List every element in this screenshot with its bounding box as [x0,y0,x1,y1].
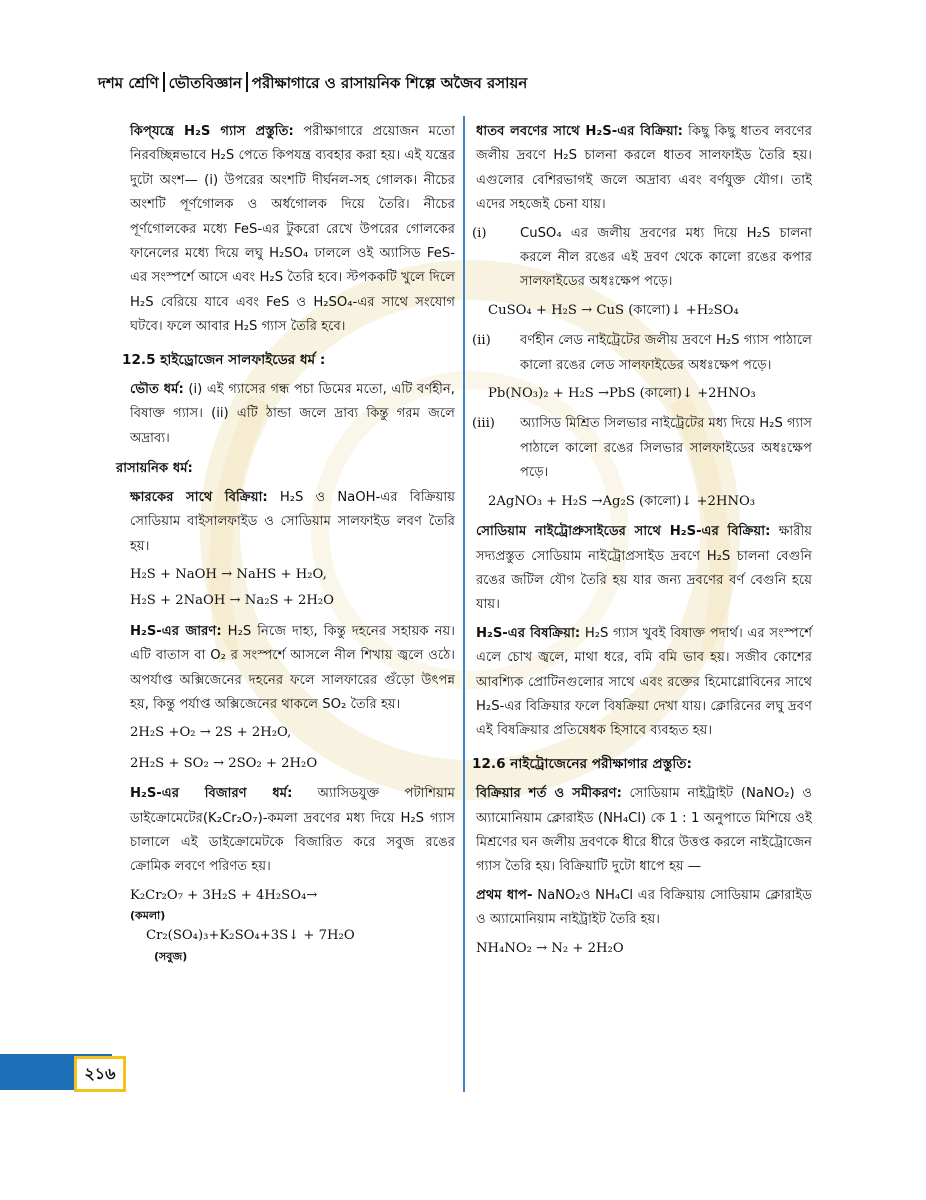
section-12-5-heading: 12.5 হাইড্রোজেন সালফাইডের ধর্ম : [122,351,326,368]
list-item [472,329,812,378]
header-subject: ভৌতবিজ্ঞান [168,74,242,92]
reduction-title: H₂S-এর বিজারণ ধর্ম: [130,786,293,802]
reduction-body: অ্যাসিডযুক্ত পটাশিয়াম ডাইক্রোমেটের(K₂Cr₂O₇)-কমলা দ্রবণের মধ্য দিয়ে H₂S গ্যাস চালালে এই ডাইক্রোমেটকে বিজারিত করে সবুজ রঙের ক্রোমিক লবণে পরিণত হয়। [130,786,455,875]
section-12-6-heading: 12.6 নাইট্রোজেনের পরীক্ষাগার প্রস্তুতি: [472,755,692,772]
alkali-title: ক্ষারকের সাথে বিক্রিয়া: [130,489,268,505]
toxicity-body: H₂S গ্যাস খুবই বিষাক্ত পদার্থ। এর সংস্পর্শে এলে চোখ জ্বলে, মাথা ধরে, বমি বমি ভাব হয়। সজীব কোশের আবশ্যিক প্রোটিনগুলোর সাথে এবং রক্তের হিমোগ্লোবিনের সাথে H₂S-এর বিক্রিয়ার ফলে বিষক্রিয়া দেখা যায়। ক্লোরিনের লঘু দ্রবণ এই বিষক্রিয়ার প্রতিষেধক হিসাবে ব্যবহৃত হয়। [476,625,813,739]
list-item-body: বর্ণহীন লেড নাইট্রেটের জলীয় দ্রবণে H₂S গ্যাস পাঠালে কালো রঙের লেড সালফাইডের অধঃক্ষেপ পড়ে। [520,333,812,373]
list-item [472,412,813,485]
list-number: (i) [472,225,487,241]
reduction-paragraph [130,782,455,880]
equation-note: (সবুজ) [154,949,188,963]
nitroprusside-title: সোডিয়াম নাইট্রোপ্রুসাইডের সাথে H₂S-এর বিক্রিয়া: [476,524,771,540]
list-number: (iii) [472,416,495,432]
header-separator [246,72,248,92]
equation: H₂S + 2NaOH → Na₂S + 2H₂O [130,593,334,609]
oxidation-title: H₂S-এর জারণ: [130,623,222,639]
metal-salt-paragraph [476,120,812,218]
equation: Pb(NO₃)₂ + H₂S →PbS (কালো)↓ +2HNO₃ [488,386,756,402]
oxidation-body: H₂S নিজে দাহ্য, কিন্তু দহনের সহায়ক নয়। এটি বাতাস বা O₂ র সংস্পর্শে আসলে নীল শিখায় জ্বলে ওঠে। অপর্যাপ্ত অক্সিজেনের দহনের ফলে সালফারের গুঁড়ো উৎপন্ন হয়, কিন্তু পর্যাপ্ত অক্সিজেনের থাকলে SO₂ তৈরি হয়। [130,623,455,712]
page-number: ২১৬ [74,1056,126,1092]
nitroprusside-body: ক্ষারীয় সদ্যপ্রস্তুত সোডিয়াম নাইট্রোপ্রসাইড দ্রবণে H₂S চালনা বেগুনি রঙের জটিল যৌগ তৈরি হয় যার জন্য দ্রবণের বর্ণ বেগুনি হয়ে যায়। [476,524,812,613]
equation: 2H₂S + SO₂ → 2SO₂ + 2H₂O [130,755,318,771]
equation: 2AgNO₃ + H₂S →Ag₂S (কালো)↓ +2HNO₃ [488,493,756,509]
alkali-body: H₂S ও NaOH-এর বিক্রিয়ায় সোডিয়াম বাইসালফাইড ও সোডিয়াম সালফাইড লবণ তৈরি হয়। [130,489,455,554]
kipp-title: কিপ্‌যন্ত্রে H₂S গ্যাস প্রস্তুতি: [130,124,294,139]
step1-paragraph [476,884,812,933]
list-item-body: CuSO₄ এর জলীয় দ্রবণের মধ্য দিয়ে H₂S চালনা করলে নীল রঙের এই দ্রবণ থেকে কালো রঙের কপার সালফাইডের অধঃক্ষেপ পড়ে। [520,225,812,290]
physical-title: ভৌত ধর্ম: [130,382,184,398]
alkali-reaction [130,486,455,559]
oxidation-paragraph [130,620,455,718]
physical-properties [130,378,455,451]
header-class: দশম শ্রেণি [98,74,159,92]
toxicity-paragraph [476,622,812,744]
header-separator [163,72,165,92]
step1-title: প্রথম ধাপ- [476,887,533,903]
equation: NH₄NO₂ → N₂ + 2H₂O [476,940,624,956]
list-item [472,222,812,295]
condition-title: বিক্রিয়ার শর্ত ও সমীকরণ: [476,786,622,802]
condition-paragraph [476,782,812,880]
page-header [98,72,878,97]
nitroprusside-paragraph [476,520,812,618]
metal-salt-title: ধাতব লবণের সাথে H₂S-এর বিক্রিয়া: [476,124,683,139]
list-number: (ii) [472,333,491,349]
equation: K₂Cr₂O₇ + 3H₂S + 4H₂SO₄→ [130,887,318,903]
condition-body: সোডিয়াম নাইট্রাইট (NaNO₂) ও অ্যামোনিয়াম ক্লোরাইড (NH₄Cl) কে 1 : 1 অনুপাতে মিশিয়ে ওই মিশ্রণের ঘন জলীয় দ্রবণকে ধীরে ধীরে উত্তপ্ত করলে নাইট্রোজেন গ্যাস তৈরি হয়। বিক্রিয়াটি দুটো ধাপে হয় — [476,786,812,875]
equation: Cr₂(SO₄)₃+K₂SO₄+3S↓ + 7H₂O [146,928,355,944]
kipp-body: পরীক্ষাগারে প্রয়োজন মতো নিরবচ্ছিন্নভাবে H₂S পেতে কিপযন্ত্র ব্যবহার করা হয়। এই যন্ত্রের দুটো অংশ— (i) উপরের অংশটি দীর্ঘনল-সহ গোলক। নীচের অংশটি পূর্ণগোলক ও অর্ধগোলক দিয়ে তৈরি। নীচের পূর্ণগোলকের মধ্যে FeS-এর টুকরো রেখে উপরের গোলকের ফানেলের মধ্যে দিয়ে লঘু H₂SO₄ ঢাললে ওই অ্যাসিড FeS-এর সংস্পর্শে আসে এবং H₂S তৈরি হবে। স্টপককটি খুলে দিলে H₂S বেরিয়ে যাবে এবং FeS ও H₂SO₄-এর সাথে সংযোগ ঘটবে। ফলে আবার H₂S গ্যাস তৈরি হবে। [130,124,455,335]
equation: CuSO₄ + H₂S → CuS (কালো)↓ +H₂SO₄ [488,302,739,318]
toxicity-title: H₂S-এর বিষক্রিয়া: [476,625,581,641]
column-divider [463,116,465,1092]
chemical-properties-heading: রাসায়নিক ধর্ম: [116,461,193,477]
equation: H₂S + NaOH → NaHS + H₂O, [130,566,327,582]
left-column [116,120,455,965]
metal-salt-body: কিছু কিছু ধাতব লবণের জলীয় দ্রবণে H₂S চালনা করলে ধাতব সালফাইড তৈরি হয়। এগুলোর বেশিরভাগই জলে অদ্রাব্য এবং বর্ণযুক্ত যৌগ। তাই এদের সহজেই চেনা যায়। [476,124,813,213]
right-column [472,120,813,967]
header-chapter: পরীক্ষাগারে ও রাসায়নিক শিল্পে অজৈব রসায়ন [251,74,528,92]
kipp-paragraph [130,120,455,340]
equation: 2H₂S +O₂ → 2S + 2H₂O, [130,725,292,741]
step1-body: NaNO₂ও NH₄Cl এর বিক্রিয়ায় সোডিয়াম ক্লোরাইড ও অ্যামোনিয়াম নাইট্রাইট তৈরি হয়। [476,887,812,928]
equation-note: (কমলা) [130,909,166,923]
list-item-body: অ্যাসিড মিশ্রিত সিলভার নাইট্রেটের মধ্য দিয়ে H₂S গ্যাস পাঠালে কালো রঙের সিলভার সালফাইডের অধঃক্ষেপ পড়ে। [520,416,813,481]
physical-body: (i) এই গ্যাসের গন্ধ পচা ডিমের মতো, এটি বর্ণহীন, বিষাক্ত গ্যাস। (ii) এটি ঠান্ডা জলে দ্রাব্য কিন্তু গরম জলে অদ্রাব্য। [130,382,455,446]
